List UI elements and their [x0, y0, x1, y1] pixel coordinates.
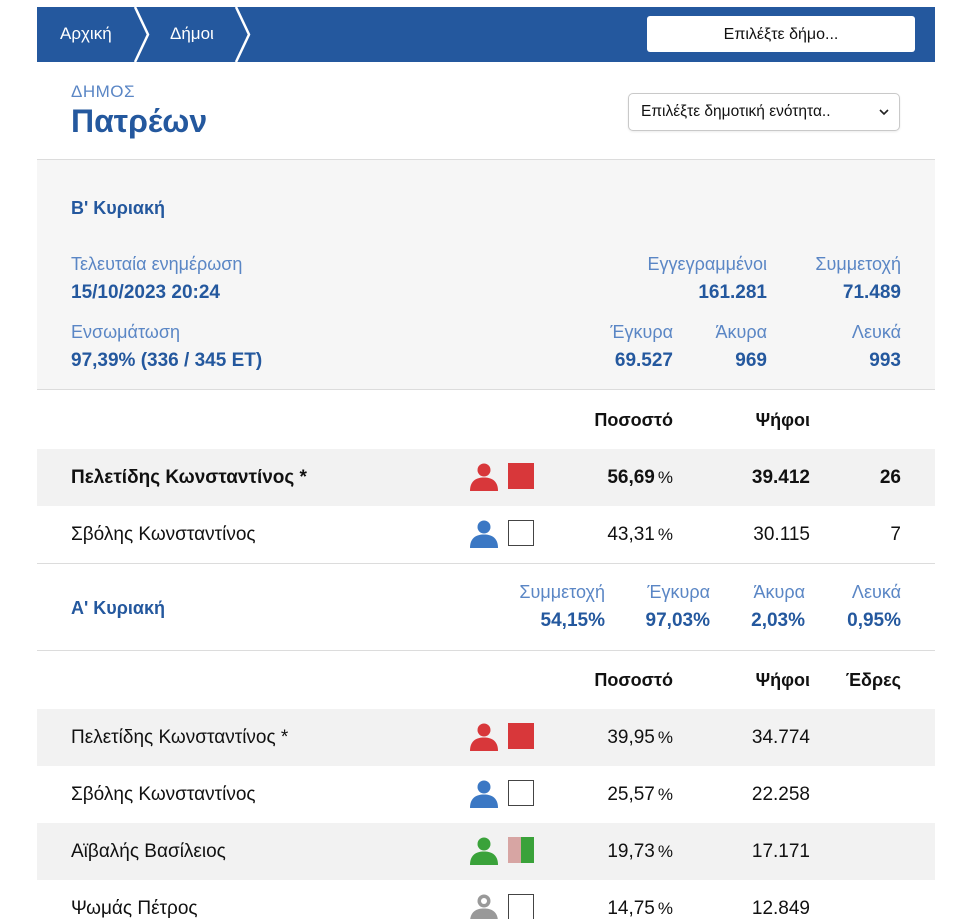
incorporation-label: Ενσωμάτωση — [71, 322, 180, 342]
candidate-name: Αϊβαλής Βασίλειος — [71, 841, 226, 862]
divider — [37, 650, 935, 651]
col-header-seats: Έδρες — [845, 670, 901, 690]
candidate-percent: 43,31 % — [607, 524, 673, 545]
person-icon — [469, 462, 499, 492]
candidate-name: Σβόλης Κωνσταντίνος — [71, 784, 256, 805]
person-icon — [469, 722, 499, 752]
registered-label: Εγγεγραμμένοι — [647, 254, 767, 274]
person-icon — [469, 893, 499, 919]
incorporation-value: 97,39% (336 / 345 ΕΤ) — [71, 350, 263, 371]
candidate-votes: 39.412 — [751, 467, 810, 488]
round-a-valid-label: Έγκυρα — [647, 582, 710, 602]
breadcrumb-separator-icon — [132, 7, 154, 62]
round-a-turnout-label: Συμμετοχή — [519, 582, 605, 602]
invalid-value: 969 — [735, 350, 767, 371]
candidate-votes: 12.849 — [751, 898, 810, 919]
turnout-value: 71.489 — [842, 282, 901, 303]
table-row[interactable] — [37, 880, 935, 919]
candidate-seats: 26 — [879, 467, 901, 488]
party-color-swatch — [508, 520, 534, 546]
round-a-valid-value: 97,03% — [645, 610, 710, 631]
breadcrumb-municipalities[interactable]: Δήμοι — [170, 24, 214, 43]
divider — [37, 563, 935, 564]
round-a-title: Α' Κυριακή — [71, 598, 165, 618]
municipality-label: ΔΗΜΟΣ — [71, 82, 136, 101]
candidate-percent: 19,73 % — [607, 841, 673, 862]
person-icon — [469, 779, 499, 809]
turnout-label: Συμμετοχή — [815, 254, 901, 274]
candidate-seats: 7 — [890, 524, 901, 545]
last-update-label: Τελευταία ενημέρωση — [71, 254, 243, 274]
valid-label: Έγκυρα — [610, 322, 673, 342]
candidate-votes: 30.115 — [753, 524, 810, 545]
valid-value: 69.527 — [614, 350, 673, 371]
candidate-name: Σβόλης Κωνσταντίνος — [71, 524, 256, 545]
breadcrumb-home[interactable]: Αρχική — [60, 24, 112, 43]
party-color-swatch — [508, 894, 534, 919]
candidate-percent: 56,69 % — [607, 467, 673, 488]
table-row[interactable] — [37, 506, 935, 563]
page-title: Πατρέων — [71, 103, 208, 139]
divider — [37, 389, 935, 390]
col-header-votes: Ψήφοι — [755, 670, 810, 690]
candidate-percent: 14,75 % — [607, 898, 673, 919]
candidate-votes: 17.171 — [751, 841, 810, 862]
blank-label: Λευκά — [851, 322, 901, 342]
person-icon — [469, 519, 499, 549]
candidate-name: Ψωμάς Πέτρος — [71, 898, 198, 919]
table-row[interactable] — [37, 766, 935, 823]
table-row[interactable] — [37, 449, 935, 506]
col-header-votes: Ψήφοι — [755, 410, 810, 430]
table-row[interactable] — [37, 823, 935, 880]
candidate-votes: 22.258 — [751, 784, 810, 805]
candidate-name: Πελετίδης Κωνσταντίνος * — [71, 727, 289, 748]
col-header-percent: Ποσοστό — [594, 410, 673, 430]
party-color-swatch — [508, 463, 534, 489]
round-a-turnout-value: 54,15% — [540, 610, 605, 631]
municipal-unit-select[interactable] — [628, 93, 900, 131]
person-icon — [469, 836, 499, 866]
invalid-label: Άκυρα — [715, 322, 767, 342]
round-a-blank-value: 0,95% — [847, 610, 901, 631]
page — [37, 7, 935, 919]
select-municipality-button[interactable]: Επιλέξτε δήμο... — [647, 16, 915, 52]
municipal-unit-select-value: Επιλέξτε δημοτική ενότητα.. — [641, 103, 831, 120]
party-color-swatch — [508, 837, 534, 863]
last-update-value: 15/10/2023 20:24 — [71, 282, 220, 303]
candidate-percent: 25,57 % — [607, 784, 673, 805]
candidate-votes: 34.774 — [751, 727, 810, 748]
round-a-blank-label: Λευκά — [851, 582, 901, 602]
round-b-title: Β' Κυριακή — [71, 198, 165, 218]
chevron-down-icon — [878, 106, 890, 118]
blank-value: 993 — [869, 350, 901, 371]
registered-value: 161.281 — [698, 282, 767, 303]
candidate-name: Πελετίδης Κωνσταντίνος * — [71, 467, 307, 488]
round-a-invalid-label: Άκυρα — [753, 582, 805, 602]
party-color-swatch — [508, 780, 534, 806]
candidate-percent: 39,95 % — [607, 727, 673, 748]
top-nav-bar — [37, 7, 935, 62]
col-header-percent: Ποσοστό — [594, 670, 673, 690]
breadcrumb-separator-icon — [233, 7, 255, 62]
round-a-invalid-value: 2,03% — [751, 610, 805, 631]
party-color-swatch — [508, 723, 534, 749]
table-row[interactable] — [37, 709, 935, 766]
